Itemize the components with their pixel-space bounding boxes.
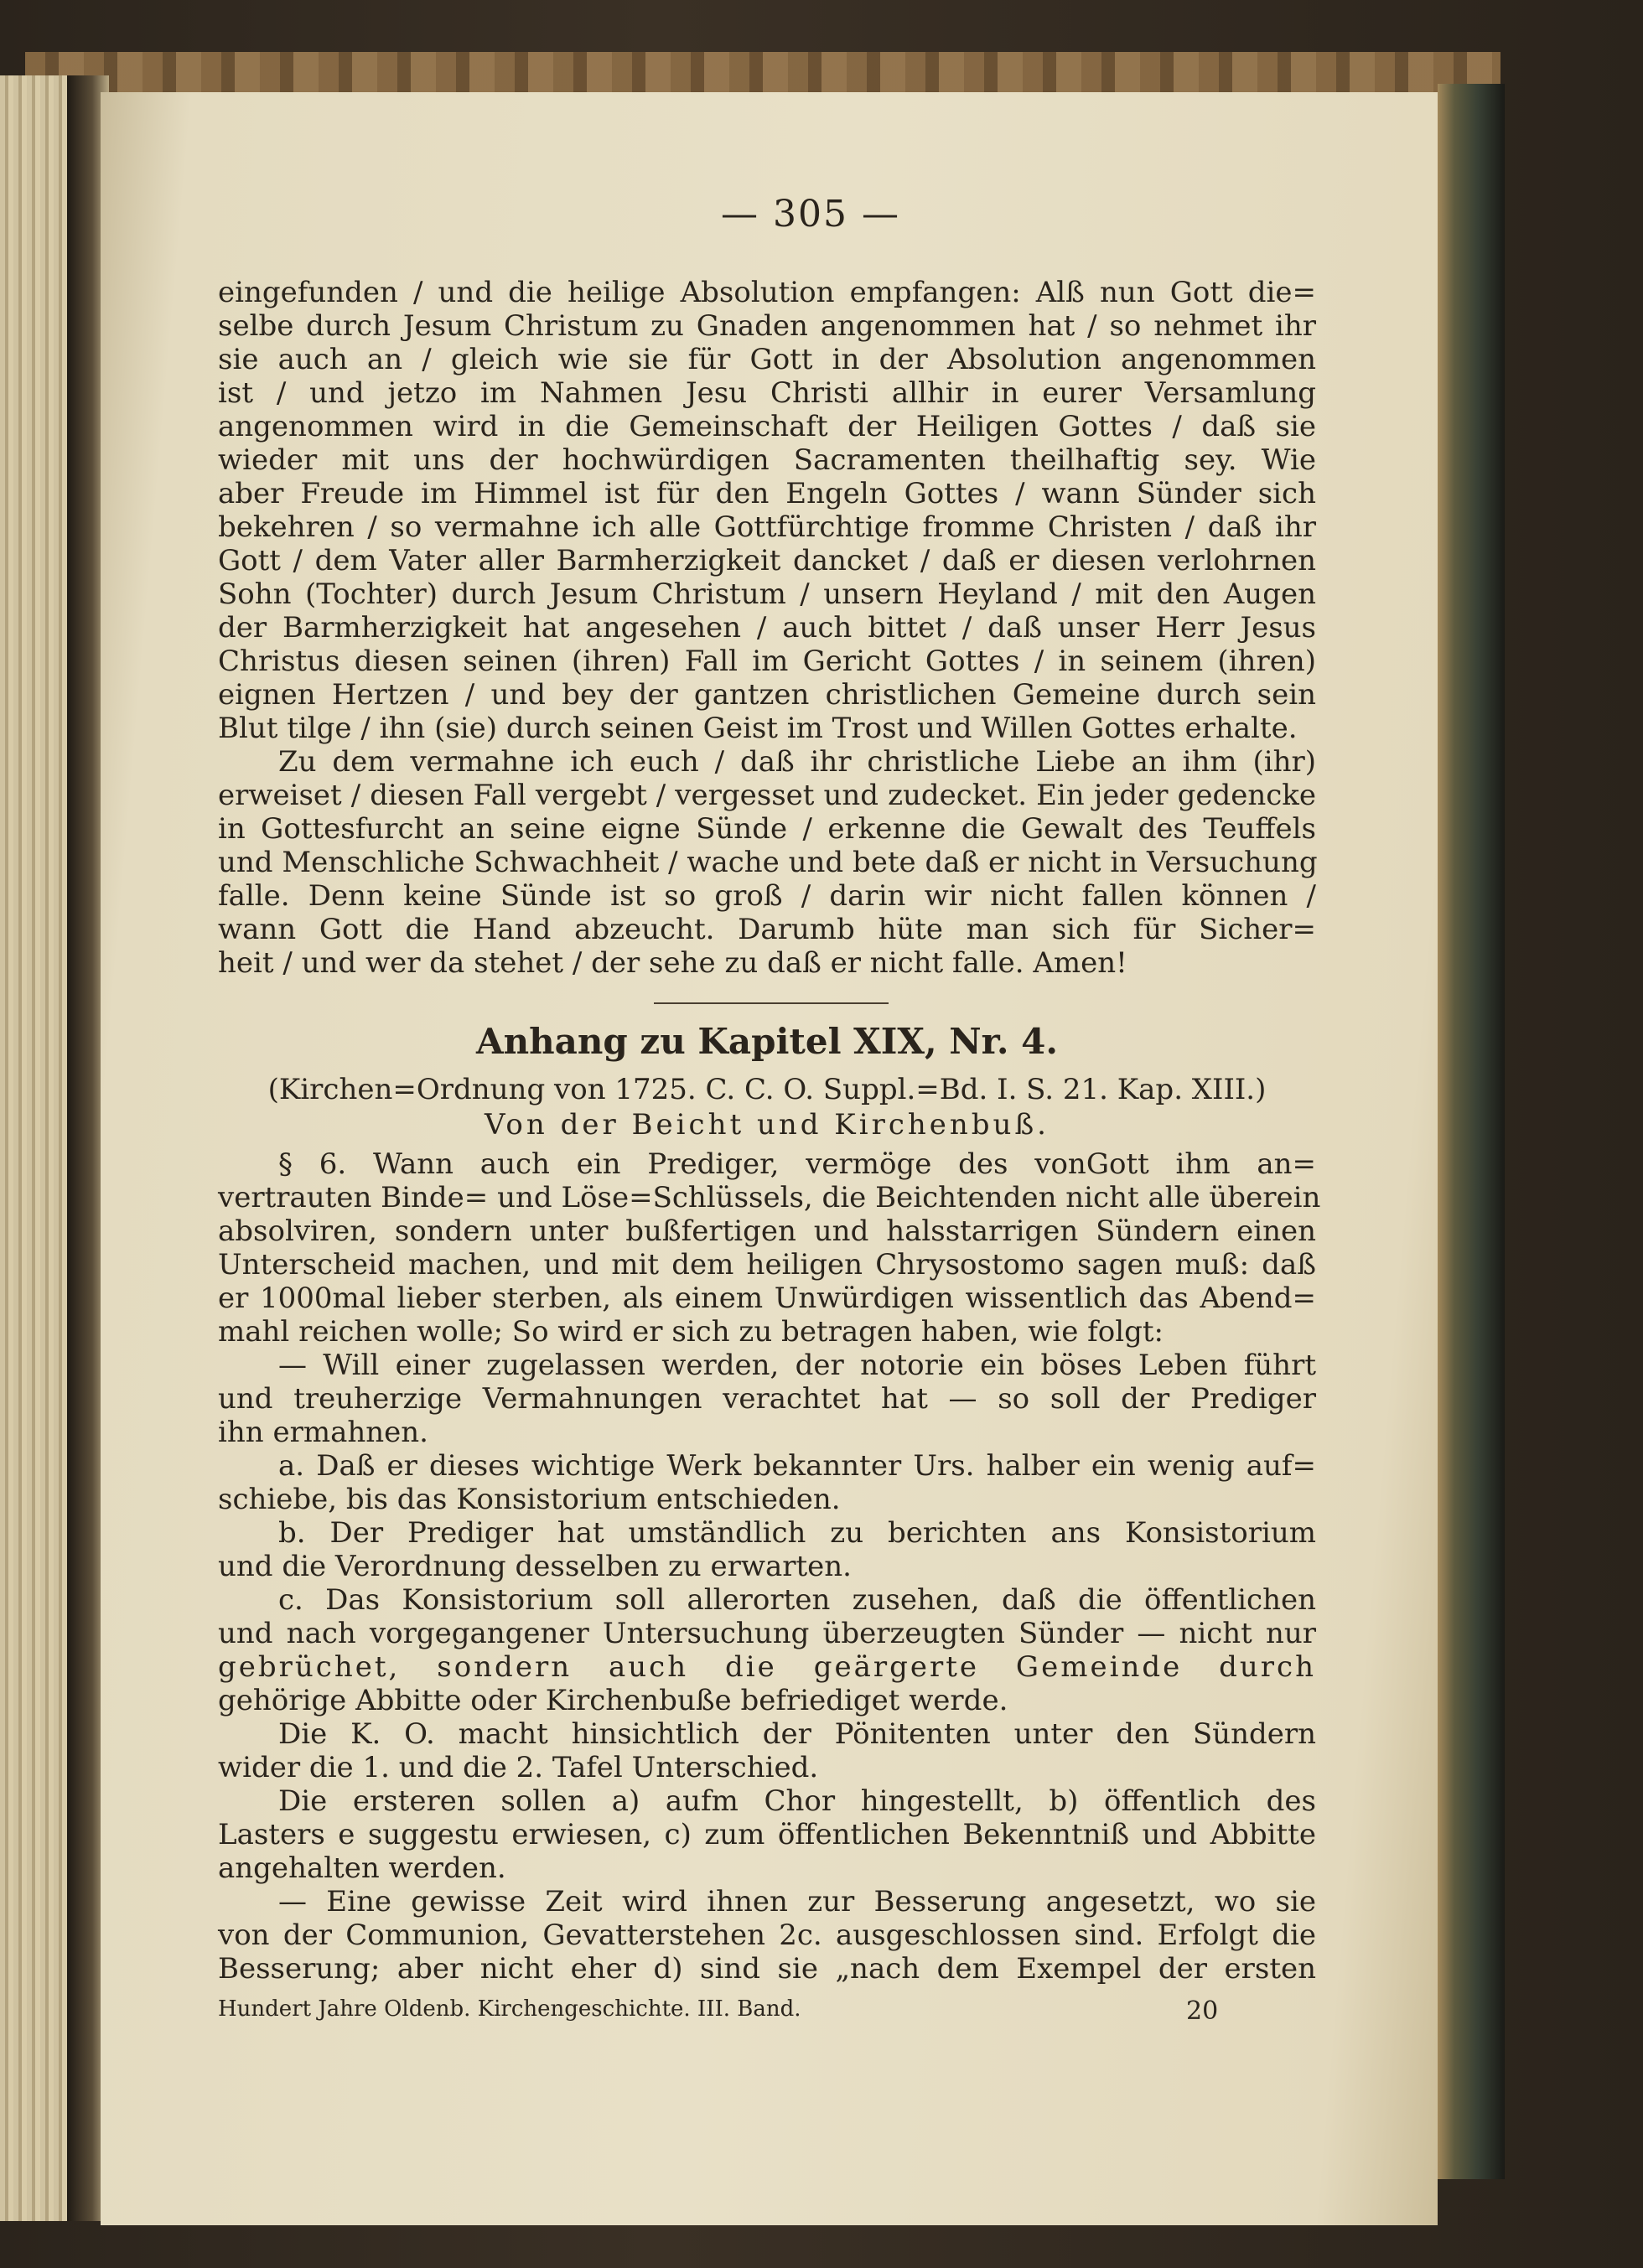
text-line: Die ersteren sollen a) aufm Chor hingestellt, b) öffentlich des (278, 1784, 1316, 1818)
text-line: § 6. Wann auch ein Prediger, vermöge des vonGott ihm an= (278, 1147, 1316, 1181)
text-line: eignen Hertzen / und bey der gantzen christlichen Gemeine durch sein (218, 678, 1316, 712)
text-line: und nach vorgegangener Untersuchung überzeugten Sünder — nicht nur (218, 1617, 1316, 1650)
text-line: sie auch an / gleich wie sie für Gott in der Absolution angenommen (218, 343, 1316, 376)
text-line: Unterscheid machen, und mit dem heiligen Chrysostomo sagen muß: daß (218, 1248, 1316, 1282)
text-line: mahl reichen wolle; So wird er sich zu betragen haben, wie folgt: (218, 1315, 1164, 1349)
text-line: erweiset / diesen Fall vergebt / vergesset und zudecket. Ein jeder gedencke (218, 779, 1316, 812)
text-line: er 1000mal lieber sterben, als einem Unwürdigen wissentlich das Abend= (218, 1282, 1316, 1315)
text-line: — Eine gewisse Zeit wird ihnen zur Besserung angesetzt, wo sie (278, 1885, 1316, 1918)
text-line: wider die 1. und die 2. Tafel Unterschied. (218, 1751, 819, 1784)
footer-signature: 20 (1186, 1996, 1219, 2026)
appendix-subtitle: Von der Beicht und Kirchenbuß. (485, 1108, 1050, 1142)
text-line: wann Gott die Hand abzeucht. Darumb hüte man sich für Sicher= (218, 913, 1316, 946)
text-line: heit / und wer da stehet / der sehe zu daß er nicht falle. Amen! (218, 946, 1127, 980)
text-line: c. Das Konsistorium soll allerorten zusehen, daß die öffentlichen (278, 1583, 1316, 1617)
text-line: von der Communion, Gevatterstehen 2c. ausgeschlossen sind. Erfolgt die (218, 1918, 1316, 1952)
footer-book-title: Hundert Jahre Oldenb. Kirchengeschichte. III. Band. (218, 1996, 801, 2022)
text-line: aber Freude im Himmel ist für den Engeln Gottes / wann Sünder sich (218, 477, 1316, 510)
text-line: gebrüchet, sondern auch die geärgerte Gemeinde durch (218, 1650, 1316, 1684)
text-line: — Will einer zugelassen werden, der notorie ein böses Leben führt (278, 1349, 1316, 1382)
text-line: angenommen wird in die Gemeinschaft der Heiligen Gottes / daß sie (218, 410, 1316, 443)
text-line: und Menschliche Schwachheit / wache und bete daß er nicht in Versuchung (218, 846, 1318, 879)
text-line: Blut tilge / ihn (sie) durch seinen Geist im Trost und Willen Gottes erhalte. (218, 712, 1298, 745)
text-line: vertrauten Binde= und Löse=Schlüssels, die Beichtenden nicht alle überein (218, 1181, 1321, 1214)
text-line: b. Der Prediger hat umständlich zu berichten ans Konsistorium (278, 1516, 1316, 1550)
text-line: Christus diesen seinen (ihren) Fall im Gericht Gottes / in seinem (ihren) (218, 645, 1316, 678)
text-line: Besserung; aber nicht eher d) sind sie „nach dem Exempel der ersten (218, 1952, 1316, 1986)
right-cover-board (1438, 84, 1505, 2179)
text-line: in Gottesfurcht an seine eigne Sünde / erkenne die Gewalt des Teuffels (218, 812, 1316, 846)
text-line: Sohn (Tochter) durch Jesum Christum / unsern Heyland / mit den Augen (218, 577, 1316, 611)
page-number: — 305 — (721, 193, 900, 236)
appendix-heading: Anhang zu Kapitel XIX, Nr. 4. (476, 1021, 1058, 1062)
book-page (101, 92, 1438, 2225)
text-line: und treuherzige Vermahnungen verachtet hat — so soll der Prediger (218, 1382, 1316, 1416)
text-line: ihn ermahnen. (218, 1416, 428, 1449)
appendix-source: (Kirchen=Ordnung von 1725. C. C. O. Suppl.=Bd. I. S. 21. Kap. XIII.) (267, 1073, 1267, 1106)
text-line: Gott / dem Vater aller Barmherzigkeit dancket / daß er diesen verlohrnen (218, 544, 1316, 577)
text-line: ist / und jetzo im Nahmen Jesu Christi allhir in eurer Versamlung (218, 376, 1316, 410)
text-line: Lasters e suggestu erwiesen, c) zum öffentlichen Bekenntniß und Abbitte (218, 1818, 1316, 1851)
text-line: und die Verordnung desselben zu erwarten. (218, 1550, 852, 1583)
section-divider (654, 1002, 889, 1004)
text-line: selbe durch Jesum Christum zu Gnaden angenommen hat / so nehmet ihr (218, 309, 1316, 343)
text-line: gehörige Abbitte oder Kirchenbuße befriediget werde. (218, 1684, 1008, 1717)
text-line: angehalten werden. (218, 1851, 506, 1885)
text-line: wieder mit uns der hochwürdigen Sacramenten theilhaftig sey. Wie (218, 443, 1316, 477)
text-line: Die K. O. macht hinsichtlich der Pönitenten unter den Sündern (278, 1717, 1316, 1751)
text-line: falle. Denn keine Sünde ist so groß / darin wir nicht fallen können / (218, 879, 1316, 913)
text-line: absolviren, sondern unter bußfertigen und halsstarrigen Sündern einen (218, 1214, 1316, 1248)
text-line: schiebe, bis das Konsistorium entschieden. (218, 1483, 841, 1516)
text-line: a. Daß er dieses wichtige Werk bekannter Urs. halber ein wenig auf= (278, 1449, 1316, 1483)
text-line: Zu dem vermahne ich euch / daß ihr christliche Liebe an ihm (ihr) (278, 745, 1316, 779)
text-line: eingefunden / und die heilige Absolution empfangen: Alß nun Gott die= (218, 276, 1316, 309)
text-line: bekehren / so vermahne ich alle Gottfürchtige fromme Christen / daß ihr (218, 510, 1316, 544)
text-line: der Barmherzigkeit hat angesehen / auch bittet / daß unser Herr Jesus (218, 611, 1316, 645)
